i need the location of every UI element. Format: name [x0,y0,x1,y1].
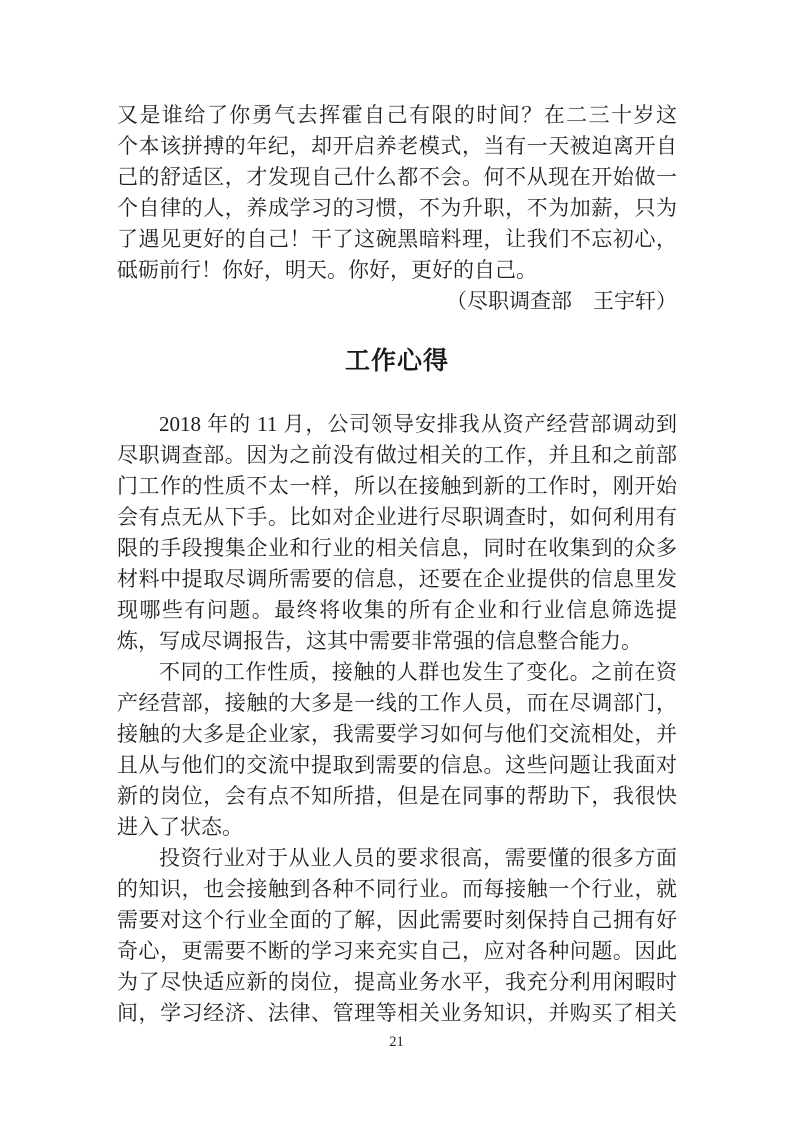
text-line: 的知识，也会接触到各种不同行业。而每接触一个行业，就 [117,877,677,901]
text-line: 且从与他们的交流中提取到需要的信息。这些问题让我面对 [117,753,677,777]
text-line: 需要对这个行业全面的了解，因此需要时刻保持自己拥有好 [117,908,677,932]
text-line: 产经营部，接触的大多是一线的工作人员，而在尽调部门， [117,691,677,715]
body-paragraph-3 [117,843,677,1029]
text-line: 现哪些有问题。最终将收集的所有企业和行业信息筛选提 [117,598,677,622]
text-line: 砥砺前行！你好，明天。你好，更好的自己。 [117,258,537,282]
text-line: 会有点无从下手。比如对企业进行尽职调查时，如何利用有 [117,505,677,529]
text-line: 新的岗位，会有点不知所措，但是在同事的帮助下，我很快 [117,784,677,808]
continuation-paragraph [117,100,677,317]
text-line: 个本该拼搏的年纪，却开启养老模式，当有一天被迫离开自 [117,134,677,158]
attribution-line: （尽职调查部 王宇轩） [446,289,677,313]
text-line: 己的舒适区，才发现自己什么都不会。何不从现在开始做一 [117,165,677,189]
text-line: 进入了状态。 [117,815,243,839]
text-line: 为了尽快适应新的岗位，提高业务水平，我充分利用闲暇时 [117,970,677,994]
text-line: 尽职调查部。因为之前没有做过相关的工作，并且和之前部 [117,443,677,467]
body-paragraph-1 [117,409,677,657]
page-number: 21 [389,1034,404,1050]
text-line: 个自律的人，养成学习的习惯，不为升职，不为加薪，只为 [117,196,677,220]
text-line: 又是谁给了你勇气去挥霍自己有限的时间？在二三十岁这 [117,103,677,127]
text-line: 不同的工作性质，接触的人群也发生了变化。之前在资 [159,660,677,684]
text-line: 门工作的性质不太一样，所以在接触到新的工作时，刚开始 [117,474,677,498]
body-paragraph-2 [117,657,677,843]
text-line: 投资行业对于从业人员的要求很高，需要懂的很多方面 [159,846,677,870]
text-line: 2018 年的 11 月，公司领导安排我从资产经营部调动到 [159,412,677,436]
text-line: 接触的大多是企业家，我需要学习如何与他们交流相处，并 [117,722,677,746]
text-line: 材料中提取尽调所需要的信息，还要在企业提供的信息里发 [117,567,677,591]
section-heading: 工作心得 [344,347,449,375]
text-line: 限的手段搜集企业和行业的相关信息，同时在收集到的众多 [117,536,677,560]
text-line: 炼，写成尽调报告，这其中需要非常强的信息整合能力。 [117,629,642,653]
text-line: 奇心，更需要不断的学习来充实自己，应对各种问题。因此 [117,939,677,963]
text-line: 了遇见更好的自己！干了这碗黑暗料理，让我们不忘初心， [117,227,677,251]
text-column [117,100,677,1029]
text-line: 间，学习经济、法律、管理等相关业务知识，并购买了相关 [117,1001,677,1025]
